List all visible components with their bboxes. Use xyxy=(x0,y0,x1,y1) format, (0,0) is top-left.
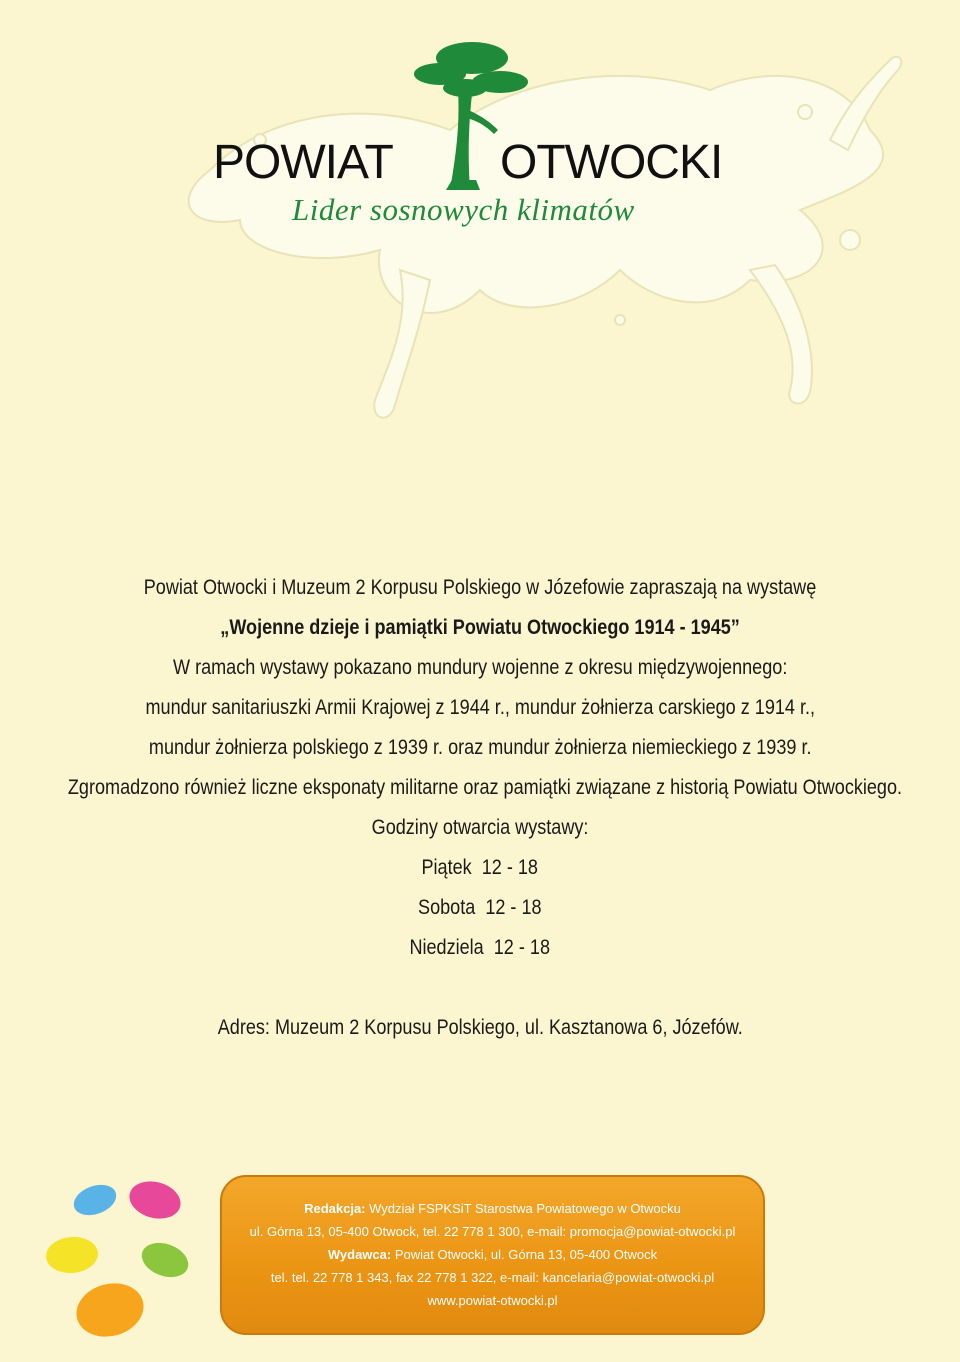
hours-friday: Piątek 12 - 18 xyxy=(421,856,539,879)
imprint-editorial: Redakcja: Wydział FSPKSiT Starostwa Powiatowego w Otwocku xyxy=(304,1201,681,1216)
intro-line: Powiat Otwocki i Muzeum 2 Korpusu Polskiego w Józefowie zapraszają na wystawę xyxy=(143,576,817,599)
logo-word-powiat: POWIAT xyxy=(213,136,393,189)
flower-petals-decoration xyxy=(40,1170,240,1360)
hours-sunday: Niedziela 12 - 18 xyxy=(409,936,551,959)
logo xyxy=(0,0,960,260)
imprint-website: www.powiat-otwocki.pl xyxy=(427,1293,558,1308)
invitation-text xyxy=(0,568,960,1048)
hours-saturday: Sobota 12 - 18 xyxy=(418,896,542,919)
imprint-box xyxy=(220,1175,765,1335)
description-line-4: Zgromadzono również liczne eksponaty militarne oraz pamiątki związane z historią Powiatu Otwockiego. xyxy=(67,776,903,799)
imprint-publisher-contact: tel. tel. 22 778 1 343, fax 22 778 1 322, e-mail: kancelaria@powiat-otwocki.pl xyxy=(270,1270,715,1285)
logo-word-otwocki: OTWOCKI xyxy=(500,136,723,189)
logo-tagline: Lider sosnowych klimatów xyxy=(292,192,635,227)
description-line-1: W ramach wystawy pokazano mundury wojenne z okresu międzywojennego: xyxy=(172,656,788,679)
address-line: Adres: Muzeum 2 Korpusu Polskiego, ul. Kasztanowa 6, Józefów. xyxy=(217,1016,743,1039)
exhibition-title: „Wojenne dzieje i pamiątki Powiatu Otwockiego 1914 - 1945” xyxy=(220,616,740,639)
description-line-2: mundur sanitariuszki Armii Krajowej z 1944 r., mundur żołnierza carskiego z 1914 r., xyxy=(145,696,815,719)
imprint-publisher: Wydawca: Powiat Otwocki, ul. Górna 13, 05-400 Otwock xyxy=(327,1247,658,1262)
imprint-editorial-contact: ul. Górna 13, 05-400 Otwock, tel. 22 778 1 300, e-mail: promocja@powiat-otwocki.pl xyxy=(249,1224,736,1239)
hours-heading: Godziny otwarcia wystawy: xyxy=(371,816,589,839)
description-line-3: mundur żołnierza polskiego z 1939 r. oraz mundur żołnierza niemieckiego z 1939 r. xyxy=(148,736,812,759)
